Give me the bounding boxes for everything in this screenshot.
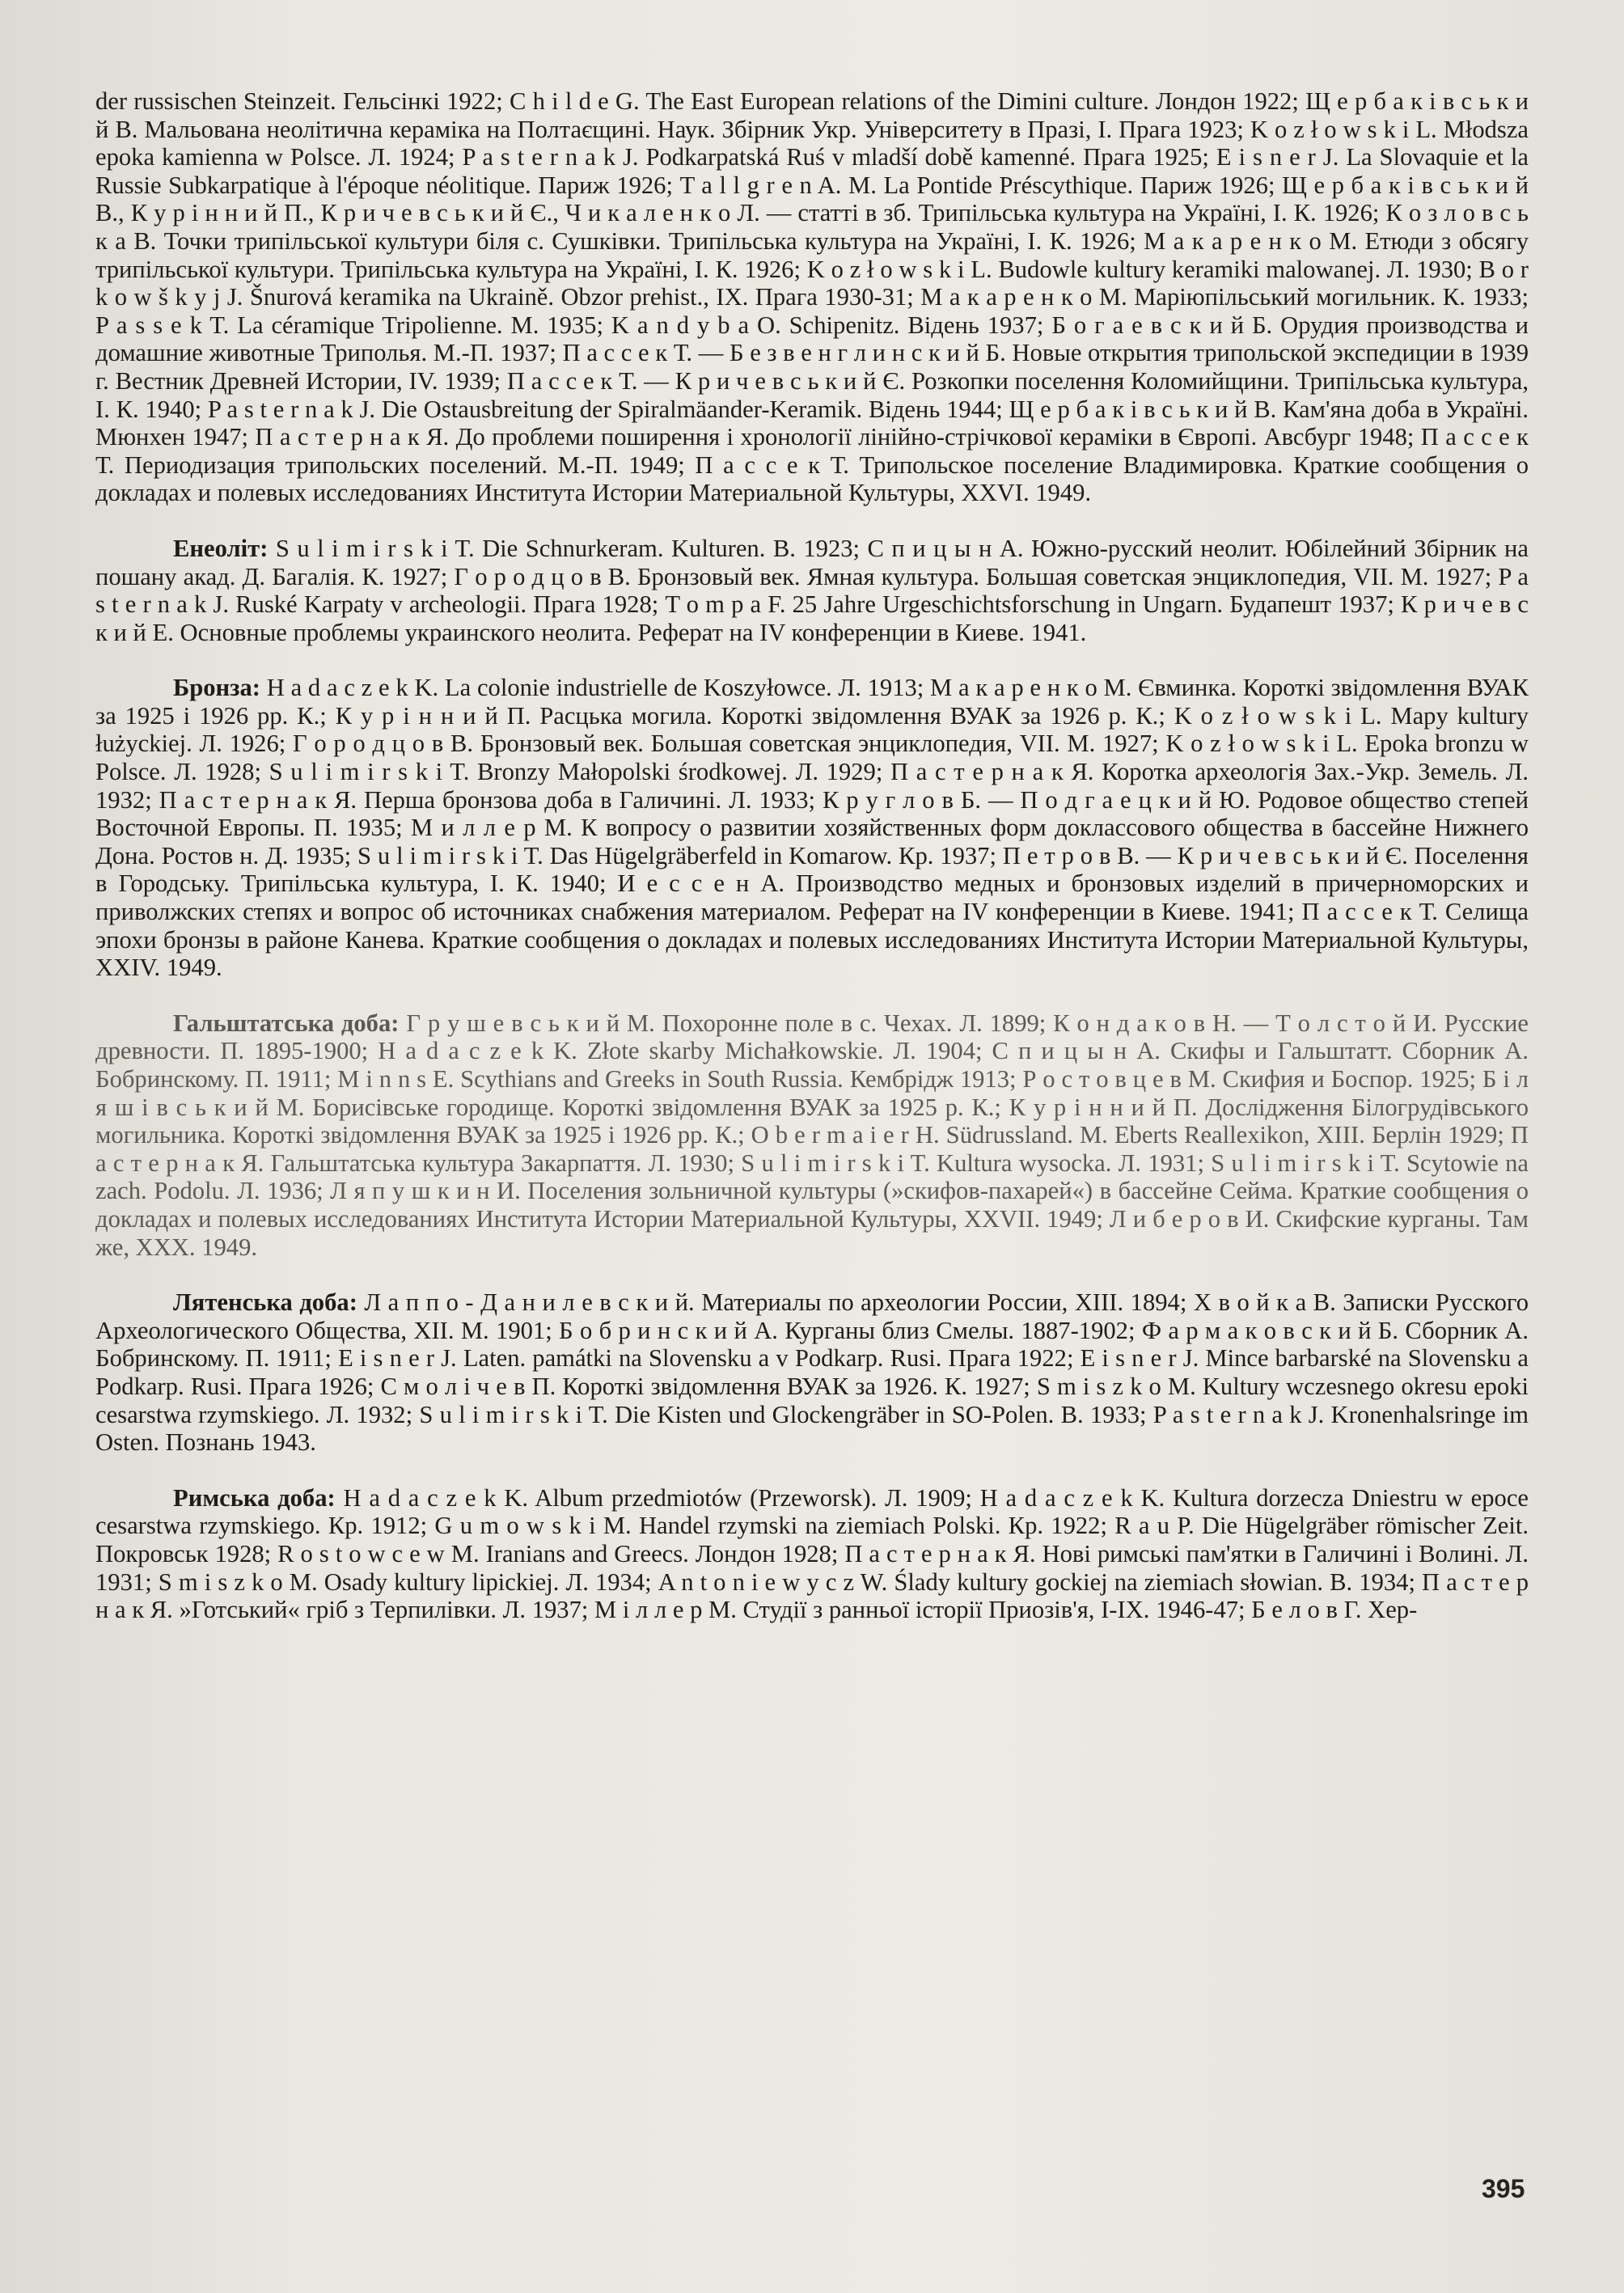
bibliography-paragraph-bronze [95, 674, 1529, 982]
paragraph-text: H a d a c z e k K. La colonie industrielle de Koszyłowce. Л. 1913; М а к а р е н к о М. Євминка. Короткі звідомлення ВУАК за 1925 і 1926 рр. К.; К у р і н н и й П. Расцька могила. Короткі звідомлення ВУАК за 1926 р. К.; K o z ł o w s k i L. Mapy kultury łużyckiej. Л. 1926; Г о р о д ц о в В. Бронзовый век. Большая советская энциклопедия, VII. М. 1927; K o z ł o w s k i L. Epoka bronzu w Polsce. Л. 1928; S u l i m i r s k i T. Bronzy Małopolski środkowej. Л. 1929; П а с т е р н а к Я. Коротка археологія Зах.-Укр. Земель. Л. 1932; П а с т е р н а к Я. Перша бронзова доба в Галичині. Л. 1933; К р у г л о в Б. — П о д г а е ц к и й Ю. Родовое общество степей Восточной Европы. П. 1935; М и л л е р М. К вопросу о развитии хозяйственных форм доклассового общества в бассейне Нижнего Дона. Ростов н. Д. 1935; S u l i m i r s k i T. Das Hügelgräberfeld in Komarow. Кр. 1937; П е т р о в В. — К р и ч е в с ь к и й Є. Поселення в Городську. Трипільська культура, І. К. 1940; И е с с е н А. Производство медных и бронзовых изделий в причерноморских и приволжских степях и вопрос об источниках снабжения материалом. Реферат на IV конференции в Киеве. 1941; П а с с е к Т. Селища эпохи бронзы в районе Канева. Краткие сообщения о докладах и полевых исследованиях Института Истории Материальной Культуры, XXIV. 1949. [95, 674, 1529, 982]
bibliography-text [95, 87, 1529, 1652]
paragraph-text: H a d a c z e k K. Album przedmiotów (Przeworsk). Л. 1909; H a d a c z e k K. Kultura dorzecza Dniestru w epoce cesarstwa rzymskiego. Кр. 1912; G u m o w s k i M. Handel rzymski na ziemiach Polski. Кр. 1922; R a u P. Die Hügelgräber römischer Zeit. Покровськ 1928; R o s t o w c e w M. Iranians and Greecs. Лондон 1928; П а с т е р н а к Я. Нові римські пам'ятки в Галичині і Волині. Л. 1931; S m i s z k o M. Osady kultury lipickiej. Л. 1934; A n t o n i e w y c z W. Ślady kultury gockiej na ziemiach słowian. B. 1934; П а с т е р н а к Я. »Готський« гріб з Терпилівки. Л. 1937; М і л л е р М. Студії з ранньої історії Приозів'я, I-IX. 1946-47; Б е л о в Г. Хер- [95, 1483, 1529, 1624]
bibliography-paragraph-neolithic [95, 87, 1529, 507]
paragraph-text: Г р у ш е в с ь к и й М. Похоронне поле в с. Чехах. Л. 1899; К о н д а к о в Н. — Т о л с т о й И. Русские древности. П. 1895-1900; H a d a c z e k K. Złote skarby Michałkowskie. Л. 1904; С п и ц ы н А. Скифы и Гальштатт. Сборник А. Бобринскому. П. 1911; M i n n s E. Scythians and Greeks in South Russia. Кембрідж 1913; Р о с т о в ц е в М. Скифия и Боспор. 1925; Б і л я ш і в с ь к и й М. Борисівське городище. Короткі звідомлення ВУАК за 1925 р. К.; К у р і н н и й П. Дослідження Білогрудівського могильника. Короткі звідомлення ВУАК за 1925 і 1926 рр. К.; O b e r m a i e r H. Südrussland. M. Eberts Reallexikon, XIII. Берлін 1929; П а с т е р н а к Я. Гальштатська культура Закарпаття. Л. 1930; S u l i m i r s k i T. Kultura wysocka. Л. 1931; S u l i m i r s k i T. Scytowie na zach. Podolu. Л. 1936; Л я п у ш к и н И. Поселения зольничной культуры (»скифов-пахарей«) в бассейне Сейма. Краткие сообщения о докладах и полевых исследованиях Института Истории Материальной Культуры, XXVII. 1949; Л и б е р о в И. Скифские курганы. Там же, XXX. 1949. [95, 1009, 1529, 1261]
bibliography-paragraph-roman [95, 1484, 1529, 1624]
section-label: Римська доба: [173, 1483, 336, 1512]
section-label: Лятенська доба: [173, 1288, 357, 1317]
bibliography-paragraph-hallstatt [95, 1009, 1529, 1261]
paragraph-text: S u l i m i r s k i T. Die Schnurkeram. Kulturen. B. 1923; С п и ц ы н А. Южно-русский неолит. Юбілейний Збірник на пошану акад. Д. Багалія. К. 1927; Г о р о д ц о в В. Бронзовый век. Ямная культура. Большая советская энциклопедия, VII. М. 1927; P a s t e r n a k J. Ruské Karpaty v archeologii. Прага 1928; T o m p a F. 25 Jahre Urgeschichtsforschung in Ungarn. Будапешт 1937; К р и ч е в с к и й Е. Основные проблемы украинского неолита. Реферат на IV конференции в Киеве. 1941. [95, 534, 1529, 646]
section-label: Енеоліт: [173, 534, 269, 562]
bibliography-paragraph-eneolithic [95, 535, 1529, 646]
section-label: Гальштатська доба: [173, 1009, 400, 1037]
paragraph-text: der russischen Steinzeit. Гельсінкі 1922; C h i l d e G. The East European relations of the Dimini culture. Лондон 1922; Щ е р б а к і в с ь к и й В. Мальована неолітична кераміка на Полтаєщині. Наук. Збірник Укр. Університету в Празі, І. Прага 1923; K o z ł o w s k i L. Młodsza epoka kamienna w Polsce. Л. 1924; P a s t e r n a k J. Podkarpatská Ruś v mladší době kamenné. Прага 1925; E i s n e r J. La Slovaquie et la Russie Subkarpatique à l'époque néolitique. Париж 1926; T a l l g r e n A. M. La Pontide Préscythique. Париж 1926; Щ е р б а к і в с ь к и й В., К у р і н н и й П., К р и ч е в с ь к и й Є., Ч и к а л е н к о Л. — статті в зб. Трипільська культура на Україні, І. К. 1926; К о з л о в с ь к а В. Точки трипільської культури біля с. Сушківки. Трипільська культура на Україні, І. К. 1926; М а к а р е н к о М. Етюди з обсягу трипільської культури. Трипільська культура на Україні, І. К. 1926; K o z ł o w s k i L. Budowle kultury keramiki malowanej. Л. 1930; B o r k o w š k y j J. Šnurová keramika na Ukraině. Obzor prehist., IX. Прага 1930-31; М а к а р е н к о М. Маріюпільський могильник. К. 1933; P a s s e k T. La céramique Tripolienne. М. 1935; K a n d y b a O. Schipenitz. Відень 1937; Б о г а е в с к и й Б. Орудия производства и домашние животные Триполья. М.-П. 1937; П а с с е к Т. — Б е з в е н г л и н с к и й Б. Новые открытия трипольской экспедиции в 1939 г. Вестник Древней Истории, IV. 1939; П а с с е к Т. — К р и ч е в с ь к и й Є. Розкопки поселення Коломийщини. Трипільська культура, І. К. 1940; P a s t e r n a k J. Die Ostausbreitung der Spiralmäander-Keramik. Відень 1944; Щ е р б а к і в с ь к и й В. Кам'яна доба в Україні. Мюнхен 1947; П а с т е р н а к Я. До проблеми поширення і хронології лінійно-стрічкової кераміки в Європі. Авсбург 1948; П а с с е к Т. Периодизация трипольских поселений. М.-П. 1949; П а с с е к Т. Трипольское поселение Владимировка. Краткие сообщения о докладах и полевых исследованиях Института Истории Материальной Культуры, XXVI. 1949. [95, 87, 1529, 507]
bibliography-paragraph-la-tene [95, 1288, 1529, 1457]
page-number: 395 [1482, 2174, 1525, 2203]
paragraph-text: Л а п п о - Д а н и л е в с к и й. Материалы по археологии России, XIII. 1894; Х в о й к а В. Записки Русского Археологического Общества, XII. М. 1901; Б о б р и н с к и й А. Курганы близ Смелы. 1887-1902; Ф а р м а к о в с к и й Б. Сборник А. Бобринскому. П. 1911; E i s n e r J. Laten. památki na Slovensku a v Podkarp. Rusi. Прага 1922; E i s n e r J. Mince barbarské na Slovensku a Podkarp. Rusi. Прага 1926; С м о л і ч е в П. Короткі звідомлення ВУАК за 1926. К. 1927; S m i s z k o M. Kultury wczesnego okresu epoki cesarstwa rzymskiego. Л. 1932; S u l i m i r s k i T. Die Kisten und Glockengräber in SO-Polen. B. 1933; P a s t e r n a k J. Kronenhalsringe im Osten. Познань 1943. [95, 1288, 1529, 1457]
section-label: Бронза: [173, 674, 260, 702]
